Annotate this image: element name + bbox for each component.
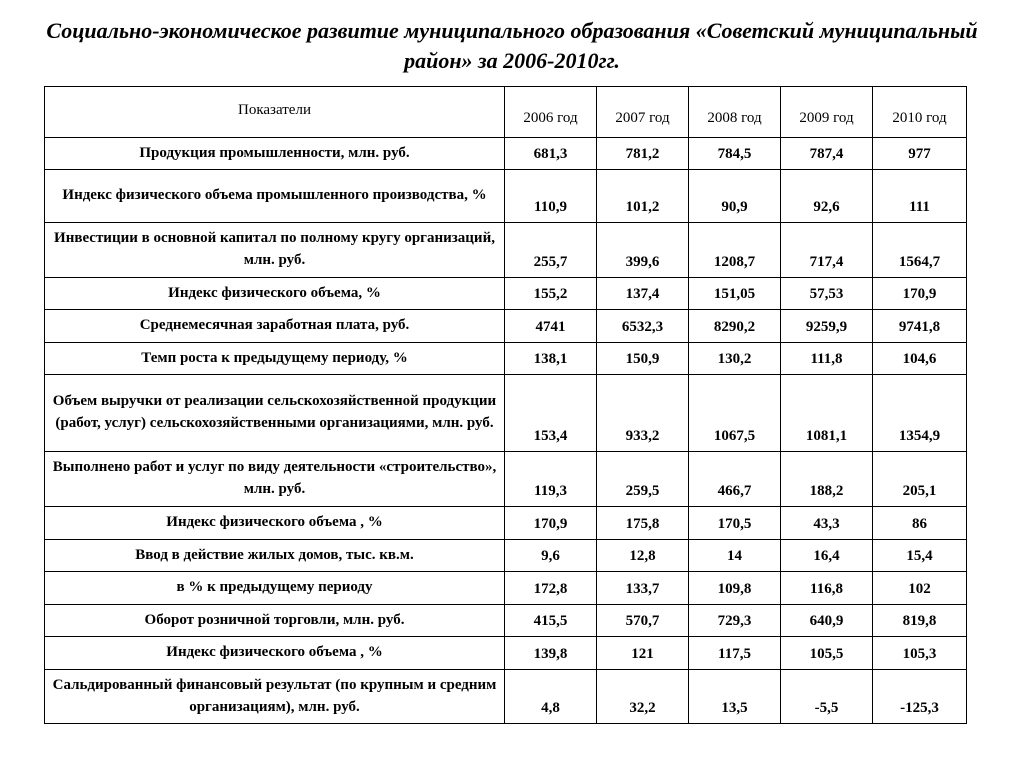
row-value: 1354,9 (873, 375, 967, 452)
row-value: 16,4 (781, 540, 873, 572)
row-value: 8290,2 (689, 310, 781, 343)
row-value: 4,8 (505, 670, 597, 724)
row-value: 188,2 (781, 452, 873, 507)
row-value: 819,8 (873, 605, 967, 637)
row-value: 105,3 (873, 637, 967, 670)
row-value: 787,4 (781, 138, 873, 170)
row-value: 104,6 (873, 343, 967, 375)
row-value: 117,5 (689, 637, 781, 670)
row-value: 9259,9 (781, 310, 873, 343)
row-value: 14 (689, 540, 781, 572)
row-label: Ввод в действие жилых домов, тыс. кв.м. (45, 540, 505, 572)
table-row (45, 375, 967, 452)
row-value: 172,8 (505, 572, 597, 605)
row-value: 92,6 (781, 170, 873, 223)
row-value: 90,9 (689, 170, 781, 223)
row-value: 57,53 (781, 278, 873, 310)
row-value: 105,5 (781, 637, 873, 670)
row-value: 4741 (505, 310, 597, 343)
row-label: Темп роста к предыдущему периоду, % (45, 343, 505, 375)
row-value: 138,1 (505, 343, 597, 375)
row-value: 155,2 (505, 278, 597, 310)
table-row (45, 572, 967, 605)
row-value: 6532,3 (597, 310, 689, 343)
row-value: 681,3 (505, 138, 597, 170)
row-value: 415,5 (505, 605, 597, 637)
row-label: Объем выручки от реализации сельскохозяйственной продукции (работ, услуг) сельскохозяйственными организациями, млн. руб. (45, 375, 505, 452)
row-value: 170,9 (873, 278, 967, 310)
header-cell-year: 2007 год (597, 87, 689, 138)
table-row (45, 540, 967, 572)
header-cell-indicators: Показатели (45, 87, 505, 138)
page-title: Социально-экономическое развитие муниципального образования «Советский муниципальный район» за 2006-2010гг. (46, 18, 978, 73)
row-value: 9741,8 (873, 310, 967, 343)
table-header-row (45, 87, 967, 138)
row-value: 43,3 (781, 507, 873, 540)
header-cell-year: 2010 год (873, 87, 967, 138)
row-value: 151,05 (689, 278, 781, 310)
table-row (45, 138, 967, 170)
row-value: 111 (873, 170, 967, 223)
table-row (45, 278, 967, 310)
row-value: 1208,7 (689, 223, 781, 278)
table-body (45, 87, 967, 724)
header-cell-year: 2008 год (689, 87, 781, 138)
row-value: 13,5 (689, 670, 781, 724)
table-row (45, 310, 967, 343)
row-value: 170,9 (505, 507, 597, 540)
header-cell-year: 2006 год (505, 87, 597, 138)
table-row (45, 343, 967, 375)
row-value: 717,4 (781, 223, 873, 278)
row-value: 101,2 (597, 170, 689, 223)
row-value: 111,8 (781, 343, 873, 375)
row-value: 933,2 (597, 375, 689, 452)
table-row (45, 452, 967, 507)
table-row (45, 637, 967, 670)
row-label: Выполнено работ и услуг по виду деятельности «строительство», млн. руб. (45, 452, 505, 507)
row-value: 259,5 (597, 452, 689, 507)
row-value: 139,8 (505, 637, 597, 670)
row-label: Индекс физического объема , % (45, 507, 505, 540)
row-value: 116,8 (781, 572, 873, 605)
row-value: 119,3 (505, 452, 597, 507)
row-value: 130,2 (689, 343, 781, 375)
row-value: 977 (873, 138, 967, 170)
row-value: 781,2 (597, 138, 689, 170)
row-label: Продукция промышленности, млн. руб. (45, 138, 505, 170)
table-row (45, 170, 967, 223)
row-value: 121 (597, 637, 689, 670)
row-value: 133,7 (597, 572, 689, 605)
row-label: Среднемесячная заработная плата, руб. (45, 310, 505, 343)
row-value: 109,8 (689, 572, 781, 605)
row-value: 15,4 (873, 540, 967, 572)
row-value: 784,5 (689, 138, 781, 170)
row-value: 110,9 (505, 170, 597, 223)
row-label: в % к предыдущему периоду (45, 572, 505, 605)
table-row (45, 605, 967, 637)
indicators-table (44, 86, 967, 724)
row-value: -125,3 (873, 670, 967, 724)
row-label: Сальдированный финансовый результат (по крупным и средним организациям), млн. руб. (45, 670, 505, 724)
row-value: 1067,5 (689, 375, 781, 452)
row-value: -5,5 (781, 670, 873, 724)
row-value: 205,1 (873, 452, 967, 507)
table-row (45, 507, 967, 540)
row-label: Индекс физического объема, % (45, 278, 505, 310)
row-value: 150,9 (597, 343, 689, 375)
row-value: 466,7 (689, 452, 781, 507)
row-value: 1081,1 (781, 375, 873, 452)
header-cell-year: 2009 год (781, 87, 873, 138)
row-value: 399,6 (597, 223, 689, 278)
row-label: Оборот розничной торговли, млн. руб. (45, 605, 505, 637)
row-value: 102 (873, 572, 967, 605)
row-label: Индекс физического объема , % (45, 637, 505, 670)
row-value: 86 (873, 507, 967, 540)
row-value: 1564,7 (873, 223, 967, 278)
row-value: 640,9 (781, 605, 873, 637)
row-value: 32,2 (597, 670, 689, 724)
row-value: 255,7 (505, 223, 597, 278)
table-row (45, 223, 967, 278)
row-value: 175,8 (597, 507, 689, 540)
row-value: 570,7 (597, 605, 689, 637)
row-value: 729,3 (689, 605, 781, 637)
row-value: 9,6 (505, 540, 597, 572)
row-value: 137,4 (597, 278, 689, 310)
row-label: Инвестиции в основной капитал по полному кругу организаций, млн. руб. (45, 223, 505, 278)
row-value: 12,8 (597, 540, 689, 572)
row-value: 153,4 (505, 375, 597, 452)
row-value: 170,5 (689, 507, 781, 540)
row-label: Индекс физического объема промышленного производства, % (45, 170, 505, 223)
table-row (45, 670, 967, 724)
